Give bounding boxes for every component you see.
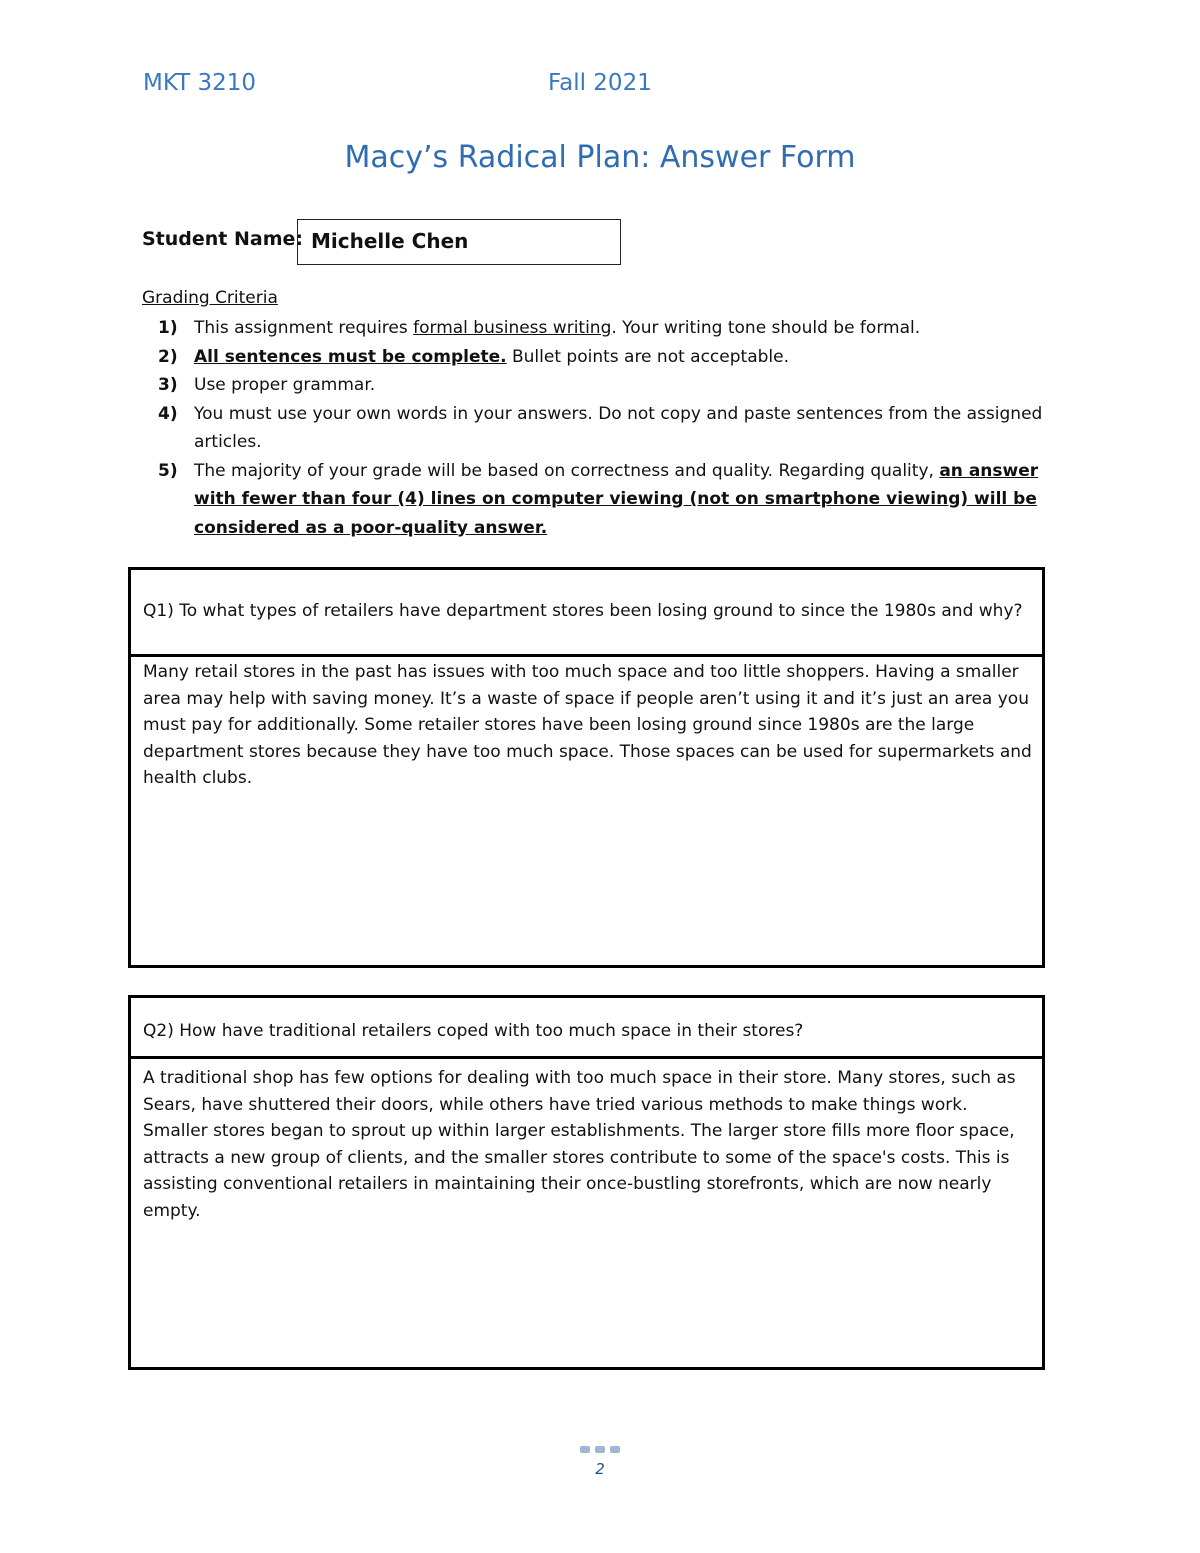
footer-dot: [610, 1446, 620, 1453]
criteria-item: [142, 314, 1052, 343]
student-name-field[interactable]: Michelle Chen: [297, 219, 621, 265]
criteria-number: 3): [158, 375, 178, 395]
question-2-text: How have traditional retailers coped with too much space in their stores?: [173, 1021, 804, 1041]
page-number: 2: [595, 1460, 605, 1478]
question-1-text: To what types of retailers have department stores been losing ground to since the 1980s and why?: [173, 601, 1023, 621]
question-2-prompt: [128, 995, 1045, 1059]
criteria-text: The majority of your grade will be based on correctness and quality. Regarding quality,: [194, 460, 940, 481]
criteria-number: 1): [158, 318, 178, 338]
criteria-text: Bullet points are not acceptable.: [506, 346, 789, 367]
page-title: Macy’s Radical Plan: Answer Form: [344, 140, 856, 175]
criteria-item: [142, 400, 1052, 457]
footer-dot: [580, 1446, 590, 1453]
question-2-block: [128, 995, 1045, 1370]
question-2-answer[interactable]: A traditional shop has few options for dealing with too much space in their store. Many stores, such as Sears, have shuttered their doors, while others have tried various methods to make things work. Smaller stores began to sprout up within larger establishments. The larger store fills more floor space, attracts a new group of clients, and the smaller stores contribute to some of the space's costs. This is assisting conventional retailers in maintaining their once-bustling storefronts, which are now nearly empty.: [128, 1059, 1045, 1370]
grading-criteria-heading: Grading Criteria: [142, 288, 278, 308]
question-1-answer[interactable]: Many retail stores in the past has issues with too much space and too little shoppers. Having a smaller area may help with saving money. It’s a waste of space if people aren’t using it and it’s just an area you must pay for additionally. Some retailer stores have been losing ground since 1980s are the large department stores because they have too much space. Those spaces can be used for supermarkets and health clubs.: [128, 657, 1045, 968]
criteria-emphasis: an answer with fewer than four (4) lines on computer viewing (not on smartphone viewing) will be considered as a poor-quality answer.: [194, 460, 1039, 538]
criteria-number: 2): [158, 346, 178, 367]
term: Fall 2021: [548, 70, 652, 96]
criteria-text: Use proper grammar.: [194, 375, 376, 395]
criteria-number: 5): [158, 460, 178, 481]
grading-criteria-list: [142, 314, 1052, 542]
question-1-label: Q1): [143, 601, 174, 621]
student-name-label: Student Name:: [142, 228, 304, 250]
footer-dot: [595, 1446, 605, 1453]
criteria-text: . Your writing tone should be formal.: [611, 318, 921, 338]
criteria-emphasis: All sentences must be complete.: [194, 346, 507, 367]
criteria-item: [142, 457, 1052, 543]
criteria-emphasis: formal business writing: [413, 318, 612, 338]
question-2-label: Q2): [143, 1021, 174, 1041]
criteria-item: [142, 343, 1052, 372]
course-code: MKT 3210: [143, 70, 257, 96]
footer-ornament: [578, 1446, 622, 1456]
question-1-prompt: [128, 567, 1045, 657]
criteria-text: This assignment requires: [194, 318, 414, 338]
criteria-text: You must use your own words in your answers. Do not copy and paste sentences from the assigned articles.: [194, 403, 1043, 452]
criteria-number: 4): [158, 403, 178, 424]
criteria-item: [142, 371, 1052, 400]
question-1-block: [128, 567, 1045, 968]
